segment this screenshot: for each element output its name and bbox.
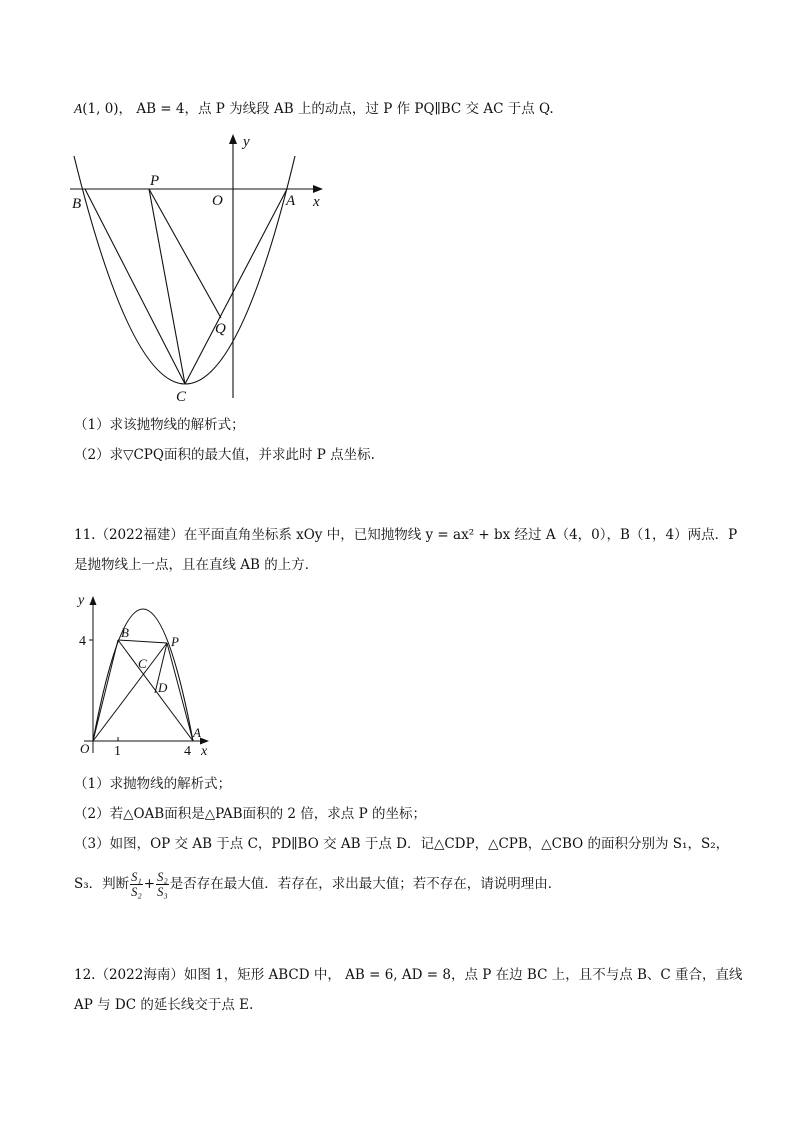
q11-sub3: （3）如图，OP 交 AB 于点 C，PD∥BO 交 AB 于点 D．记△CDP，△CPB，△CBO 的面积分别为 S₁，S₂，	[74, 836, 730, 852]
q11-segment-bp	[118, 640, 167, 643]
q10-label-b: B	[72, 196, 82, 212]
q10-label-a: A	[286, 193, 296, 209]
q11-sub3b-pre: S₃．判断	[74, 876, 130, 892]
q10-label-q: Q	[215, 321, 226, 337]
q11-line2: 是抛物线上一点，且在直线 AB 的上方．	[74, 557, 319, 573]
q11-frac2-numerator: S₂	[157, 870, 168, 884]
q11-label-x: x	[201, 744, 208, 759]
q11-fraction-2	[156, 870, 169, 899]
q11-label-a: A	[193, 725, 201, 740]
q10-intro-text: ， AB = 4，点 P 为线段 AB 上的动点，过 P 作 PQ∥BC 交 AC 于点 Q.	[118, 101, 554, 117]
q11-label-p: P	[171, 634, 179, 649]
q11-sub1: （1）求抛物线的解析式；	[74, 776, 232, 792]
q11-segment-op	[93, 643, 167, 741]
q11-line1: 11.（2022福建）在平面直角坐标系 xOy 中，已知抛物线 y = ax² + bx 经过 A（4，0），B（1，4）两点．P	[74, 527, 738, 543]
q11-sub3-continued	[74, 864, 561, 904]
q12-line1: 12.（2022海南）如图 1，矩形 ABCD 中， AB = 6, AD = 8，点 P 在边 BC 上，且不与点 B、C 重合，直线	[74, 967, 743, 983]
q10-point-a: A	[74, 101, 83, 116]
q11-label-one-x: 1	[114, 744, 121, 759]
q10-label-x: x	[313, 194, 320, 210]
q11-label-four-y: 4	[79, 634, 86, 649]
q11-label-o: O	[80, 741, 90, 756]
q11-y-arrow-icon	[90, 596, 97, 605]
q12-line2: AP 与 DC 的延长线交于点 E.	[74, 997, 254, 1013]
q11-frac1-numerator: S₁	[131, 870, 142, 884]
q10-sub1: （1）求该抛物线的解析式；	[74, 417, 245, 433]
q11-label-four-x: 4	[184, 744, 191, 759]
q10-sub2: （2）求▽CPQ面积的最大值，并求此时 P 点坐标.	[74, 447, 375, 463]
q11-label-b: B	[121, 625, 129, 640]
q11-frac1-denominator: S₂	[131, 885, 142, 899]
q11-label-c: C	[138, 656, 147, 671]
q11-plus: +	[143, 876, 156, 892]
q10-point-a-coords: (1, 0)	[82, 101, 119, 117]
q11-sub2: （2）若△OAB面积是△PAB面积的 2 倍，求点 P 的坐标；	[74, 806, 426, 822]
q11-fraction-1	[130, 870, 143, 899]
q11-frac2-denominator: S₃	[157, 885, 168, 899]
q11-segment-ob	[93, 640, 118, 741]
q11-label-d: D	[158, 680, 168, 695]
q10-label-c: C	[176, 389, 187, 405]
q11-segment-pa	[167, 643, 193, 741]
q10-label-p: P	[150, 173, 160, 189]
q11-label-y: y	[78, 593, 85, 608]
q11-sub3b-post: 是否存在最大值．若存在，求出最大值；若不存在，请说明理由．	[169, 876, 562, 892]
q10-label-y: y	[243, 134, 250, 150]
q10-label-o: O	[212, 193, 223, 209]
